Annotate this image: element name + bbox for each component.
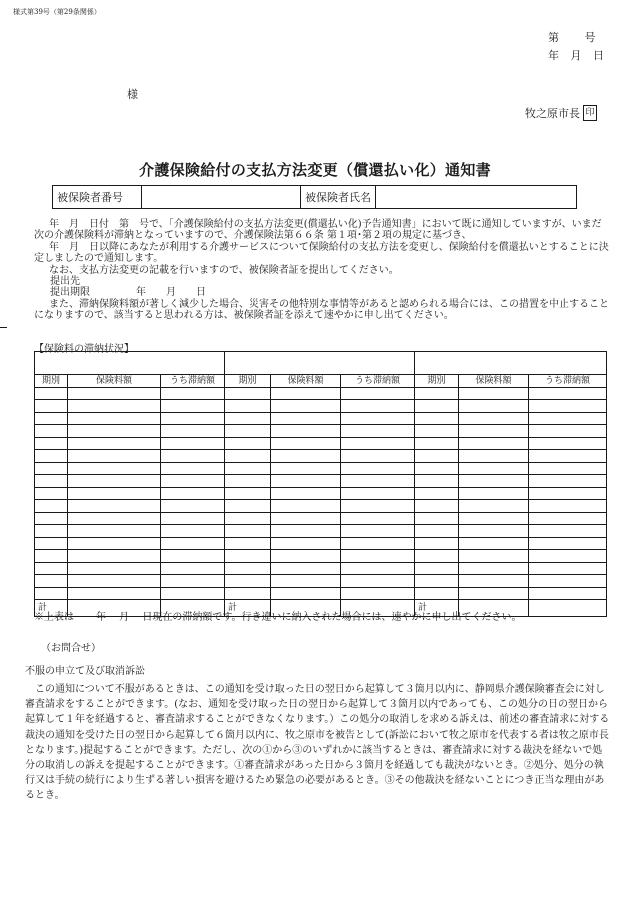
table-cell bbox=[225, 562, 271, 575]
table-note bbox=[34, 608, 522, 623]
table-cell bbox=[341, 575, 415, 588]
table-cell bbox=[225, 425, 271, 438]
appeal-heading: 不服の申立て及び取消訴訟 bbox=[25, 666, 145, 677]
table-cell bbox=[161, 487, 225, 500]
col-arrears-2: うち滞納額 bbox=[341, 375, 415, 388]
table-cell bbox=[161, 525, 225, 538]
day-label: 日 bbox=[593, 49, 604, 62]
table-row bbox=[35, 562, 607, 575]
table-cell bbox=[68, 500, 161, 513]
table-row bbox=[35, 587, 607, 600]
table-cell bbox=[271, 512, 341, 525]
table-row bbox=[35, 412, 607, 425]
table-cell bbox=[415, 462, 459, 475]
insured-info-table bbox=[52, 185, 577, 209]
table-cell bbox=[271, 450, 341, 463]
total-cell bbox=[529, 600, 607, 617]
table-cell bbox=[271, 562, 341, 575]
note-date: 年 月 日現在の滞納額です。行き違いに納入された場合には、速やかに申し出てください。 bbox=[96, 612, 522, 623]
submission-deadline bbox=[34, 287, 609, 298]
col-arrears-3: うち滞納額 bbox=[529, 375, 607, 388]
table-cell bbox=[341, 475, 415, 488]
table-cell bbox=[225, 450, 271, 463]
table-cell bbox=[459, 500, 529, 513]
table-cell bbox=[68, 512, 161, 525]
total-label-1: 計 bbox=[35, 600, 68, 617]
table-cell bbox=[459, 575, 529, 588]
issuer-line bbox=[525, 105, 597, 121]
issue-date-line bbox=[548, 47, 612, 63]
table-cell bbox=[341, 387, 415, 400]
table-cell bbox=[341, 550, 415, 563]
table-row bbox=[35, 525, 607, 538]
table-cell bbox=[68, 450, 161, 463]
table-cell bbox=[459, 400, 529, 413]
table-row bbox=[35, 387, 607, 400]
table-cell bbox=[341, 487, 415, 500]
table-cell bbox=[161, 512, 225, 525]
block-3-header-cell bbox=[415, 352, 607, 375]
table-row bbox=[35, 512, 607, 525]
table-cell bbox=[35, 500, 68, 513]
table-cell bbox=[68, 400, 161, 413]
table-cell bbox=[161, 462, 225, 475]
table-cell bbox=[341, 562, 415, 575]
table-cell bbox=[271, 475, 341, 488]
table-row bbox=[35, 450, 607, 463]
table-cell bbox=[161, 437, 225, 450]
table-cell bbox=[529, 462, 607, 475]
table-cell bbox=[161, 500, 225, 513]
arrears-rows bbox=[35, 387, 607, 600]
table-cell bbox=[529, 437, 607, 450]
table-cell bbox=[35, 475, 68, 488]
table-cell bbox=[341, 462, 415, 475]
table-cell bbox=[161, 550, 225, 563]
table-cell bbox=[415, 487, 459, 500]
insured-name-field[interactable] bbox=[376, 186, 577, 209]
table-cell bbox=[68, 462, 161, 475]
column-header-row bbox=[35, 375, 607, 388]
table-cell bbox=[225, 550, 271, 563]
table-cell bbox=[415, 537, 459, 550]
table-cell bbox=[35, 425, 68, 438]
col-period-3: 期別 bbox=[415, 375, 459, 388]
table-cell bbox=[459, 562, 529, 575]
table-cell bbox=[35, 562, 68, 575]
insured-number-label: 被保険者番号 bbox=[53, 186, 142, 209]
table-cell bbox=[459, 550, 529, 563]
table-cell bbox=[35, 412, 68, 425]
table-cell bbox=[68, 437, 161, 450]
table-cell bbox=[529, 525, 607, 538]
table-cell bbox=[68, 425, 161, 438]
punch-margin-mark bbox=[0, 327, 7, 328]
table-cell bbox=[225, 387, 271, 400]
table-cell bbox=[271, 575, 341, 588]
table-cell bbox=[35, 400, 68, 413]
table-cell bbox=[341, 400, 415, 413]
table-cell bbox=[529, 487, 607, 500]
table-cell bbox=[459, 450, 529, 463]
table-cell bbox=[415, 587, 459, 600]
table-cell bbox=[225, 500, 271, 513]
document-number-line: 第 号 bbox=[548, 31, 596, 44]
deadline-label: 提出期限 bbox=[50, 287, 90, 299]
table-cell bbox=[271, 412, 341, 425]
table-cell bbox=[271, 425, 341, 438]
table-cell bbox=[341, 537, 415, 550]
table-cell bbox=[415, 387, 459, 400]
table-cell bbox=[415, 412, 459, 425]
table-cell bbox=[271, 487, 341, 500]
table-cell bbox=[161, 425, 225, 438]
table-cell bbox=[459, 537, 529, 550]
table-cell bbox=[415, 562, 459, 575]
table-cell bbox=[161, 575, 225, 588]
table-cell bbox=[225, 537, 271, 550]
table-cell bbox=[225, 487, 271, 500]
table-cell bbox=[225, 400, 271, 413]
table-cell bbox=[225, 575, 271, 588]
table-cell bbox=[529, 412, 607, 425]
table-cell bbox=[529, 575, 607, 588]
page-title: 介護保険給付の支払方法変更（償還払い化）通知書 bbox=[139, 161, 491, 179]
col-period-1: 期別 bbox=[35, 375, 68, 388]
table-cell bbox=[341, 500, 415, 513]
table-cell bbox=[161, 537, 225, 550]
notice-body bbox=[34, 219, 609, 322]
table-row bbox=[35, 537, 607, 550]
table-cell bbox=[341, 412, 415, 425]
table-cell bbox=[225, 587, 271, 600]
table-cell bbox=[271, 437, 341, 450]
table-cell bbox=[271, 587, 341, 600]
table-cell bbox=[459, 512, 529, 525]
table-cell bbox=[35, 525, 68, 538]
table-cell bbox=[271, 500, 341, 513]
table-cell bbox=[271, 525, 341, 538]
addressee-suffix: 様 bbox=[127, 88, 138, 101]
table-cell bbox=[225, 412, 271, 425]
table-row bbox=[35, 475, 607, 488]
table-cell bbox=[161, 412, 225, 425]
form-number: 様式第39号（第29条関係） bbox=[13, 8, 101, 16]
table-cell bbox=[529, 387, 607, 400]
table-cell bbox=[225, 462, 271, 475]
table-cell bbox=[68, 587, 161, 600]
table-cell bbox=[341, 525, 415, 538]
table-cell bbox=[161, 400, 225, 413]
table-cell bbox=[35, 575, 68, 588]
table-cell bbox=[459, 487, 529, 500]
table-cell bbox=[271, 400, 341, 413]
table-cell bbox=[225, 475, 271, 488]
table-cell bbox=[529, 550, 607, 563]
table-cell bbox=[68, 525, 161, 538]
block-2-header-cell bbox=[225, 352, 415, 375]
table-cell bbox=[459, 437, 529, 450]
table-cell bbox=[415, 500, 459, 513]
table-cell bbox=[68, 387, 161, 400]
table-cell bbox=[35, 587, 68, 600]
table-row bbox=[35, 575, 607, 588]
table-cell bbox=[271, 537, 341, 550]
table-cell bbox=[341, 425, 415, 438]
table-cell bbox=[459, 475, 529, 488]
table-cell bbox=[415, 512, 459, 525]
table-cell bbox=[161, 475, 225, 488]
table-cell bbox=[35, 487, 68, 500]
deadline-date: 年 月 日 bbox=[136, 287, 206, 299]
table-cell bbox=[415, 550, 459, 563]
table-row bbox=[35, 437, 607, 450]
table-cell bbox=[68, 550, 161, 563]
table-cell bbox=[68, 575, 161, 588]
table-cell bbox=[341, 450, 415, 463]
table-cell bbox=[35, 550, 68, 563]
table-cell bbox=[529, 562, 607, 575]
insured-number-field[interactable] bbox=[142, 186, 301, 209]
issuer-name: 牧之原市長 bbox=[525, 107, 580, 120]
table-row bbox=[35, 462, 607, 475]
table-cell bbox=[68, 475, 161, 488]
table-cell bbox=[529, 500, 607, 513]
table-cell bbox=[529, 475, 607, 488]
table-cell bbox=[415, 525, 459, 538]
table-cell bbox=[271, 550, 341, 563]
col-period-2: 期別 bbox=[225, 375, 271, 388]
table-cell bbox=[35, 537, 68, 550]
table-cell bbox=[415, 425, 459, 438]
table-cell bbox=[529, 425, 607, 438]
table-cell bbox=[459, 387, 529, 400]
month-label: 月 bbox=[570, 49, 582, 62]
col-premium-3: 保険料額 bbox=[459, 375, 529, 388]
submission-destination: 提出先 bbox=[50, 276, 80, 288]
table-cell bbox=[161, 562, 225, 575]
table-cell bbox=[529, 512, 607, 525]
table-cell bbox=[271, 462, 341, 475]
table-cell bbox=[35, 387, 68, 400]
table-cell bbox=[68, 562, 161, 575]
table-row bbox=[35, 550, 607, 563]
table-cell bbox=[161, 450, 225, 463]
table-top-row bbox=[35, 352, 607, 375]
table-cell bbox=[529, 537, 607, 550]
body-paragraph-1: 年 月 日付 第 号で、「介護保険給付の支払方法変更(償還払い化)予告通知書」において既に通知していますが、いまだ次の介護保険料が滞納となっていますので、介護保険法第６６条 第１項･第２項の規定に基づき、 bbox=[34, 219, 602, 242]
table-cell bbox=[529, 450, 607, 463]
table-row bbox=[35, 400, 607, 413]
body-paragraph-3: なお、支払方法変更の記載を行いますので、被保険者証を提出してください。 bbox=[49, 264, 399, 276]
table-cell bbox=[459, 525, 529, 538]
table-cell bbox=[225, 437, 271, 450]
table-row bbox=[35, 487, 607, 500]
table-cell bbox=[225, 512, 271, 525]
table-row bbox=[35, 425, 607, 438]
table-cell bbox=[341, 512, 415, 525]
note-prefix: ※上表は bbox=[34, 612, 74, 623]
inquiry-heading: （お問合せ） bbox=[41, 643, 101, 654]
col-arrears-1: うち滞納額 bbox=[161, 375, 225, 388]
table-cell bbox=[35, 512, 68, 525]
body-paragraph-4: また、滞納保険料額が著しく減少した場合、災害その他特別な事情等があると認められる場合には、この措置を中止することになりますので、該当すると思われる方は、被保険者証を添えて速やかに申し出てください。 bbox=[34, 298, 609, 322]
table-cell bbox=[459, 412, 529, 425]
table-cell bbox=[68, 537, 161, 550]
table-cell bbox=[529, 587, 607, 600]
table-cell bbox=[529, 400, 607, 413]
total-label-3: 計 bbox=[415, 600, 459, 617]
seal-stamp: 印 bbox=[583, 105, 597, 121]
col-premium-2: 保険料額 bbox=[271, 375, 341, 388]
table-cell bbox=[35, 450, 68, 463]
table-cell bbox=[68, 412, 161, 425]
table-cell bbox=[341, 587, 415, 600]
arrears-heading: 【保険料の滞納状況】 bbox=[34, 344, 134, 355]
table-cell bbox=[459, 462, 529, 475]
total-label-2: 計 bbox=[225, 600, 271, 617]
table-cell bbox=[161, 587, 225, 600]
table-cell bbox=[161, 387, 225, 400]
table-cell bbox=[341, 437, 415, 450]
insured-name-label: 被保険者氏名 bbox=[301, 186, 376, 209]
table-row bbox=[35, 500, 607, 513]
table-cell bbox=[35, 462, 68, 475]
arrears-table bbox=[34, 351, 607, 617]
body-paragraph-2: 年 月 日以降にあなたが利用する介護サービスについて保険給付の支払方法を変更し、保険給付を償還払いとすることに決定しましたので通知します。 bbox=[34, 241, 609, 265]
table-cell bbox=[415, 437, 459, 450]
table-cell bbox=[415, 400, 459, 413]
table-cell bbox=[271, 387, 341, 400]
table-cell bbox=[415, 575, 459, 588]
block-1-header-cell bbox=[35, 352, 225, 375]
table-cell bbox=[415, 450, 459, 463]
table-cell bbox=[459, 425, 529, 438]
table-cell bbox=[35, 437, 68, 450]
appeal-text: この通知について不服があるときは、この通知を受け取った日の翌日から起算して３箇月以内に、静岡県介護保険審査会に対し審査請求をすることができます。(なお、通知を受け取った日の翌日から起算して３箇月以内であっても、この処分の日の翌日から起算して１年を経過すると、審査請求することができなくなります。）この処分の取消しを求める訴えは、前述の審査請求に対する裁決の通知を受けた日の翌日から起算して６箇月以内に、牧之原市を被告として(訴訟において牧之原市を代表する者は牧之原市長となります。)提起することができます。ただし、次の①から③のいずれかに該当するときは、審査請求に対する裁決を経ないで処分の取消しの訴えを提起することができます。①審査請求があった日から３箇月を経過しても裁決がないとき。②処分、処分の執行又は手続の続行により生ずる著しい損害を避けるため緊急の必要があるとき。③その他裁決を経ないことにつき正当な理由があるとき。 bbox=[25, 684, 610, 802]
table-cell bbox=[459, 587, 529, 600]
table-cell bbox=[68, 487, 161, 500]
table-cell bbox=[415, 475, 459, 488]
col-premium-1: 保険料額 bbox=[68, 375, 161, 388]
year-label: 年 bbox=[548, 49, 559, 62]
table-cell bbox=[225, 525, 271, 538]
